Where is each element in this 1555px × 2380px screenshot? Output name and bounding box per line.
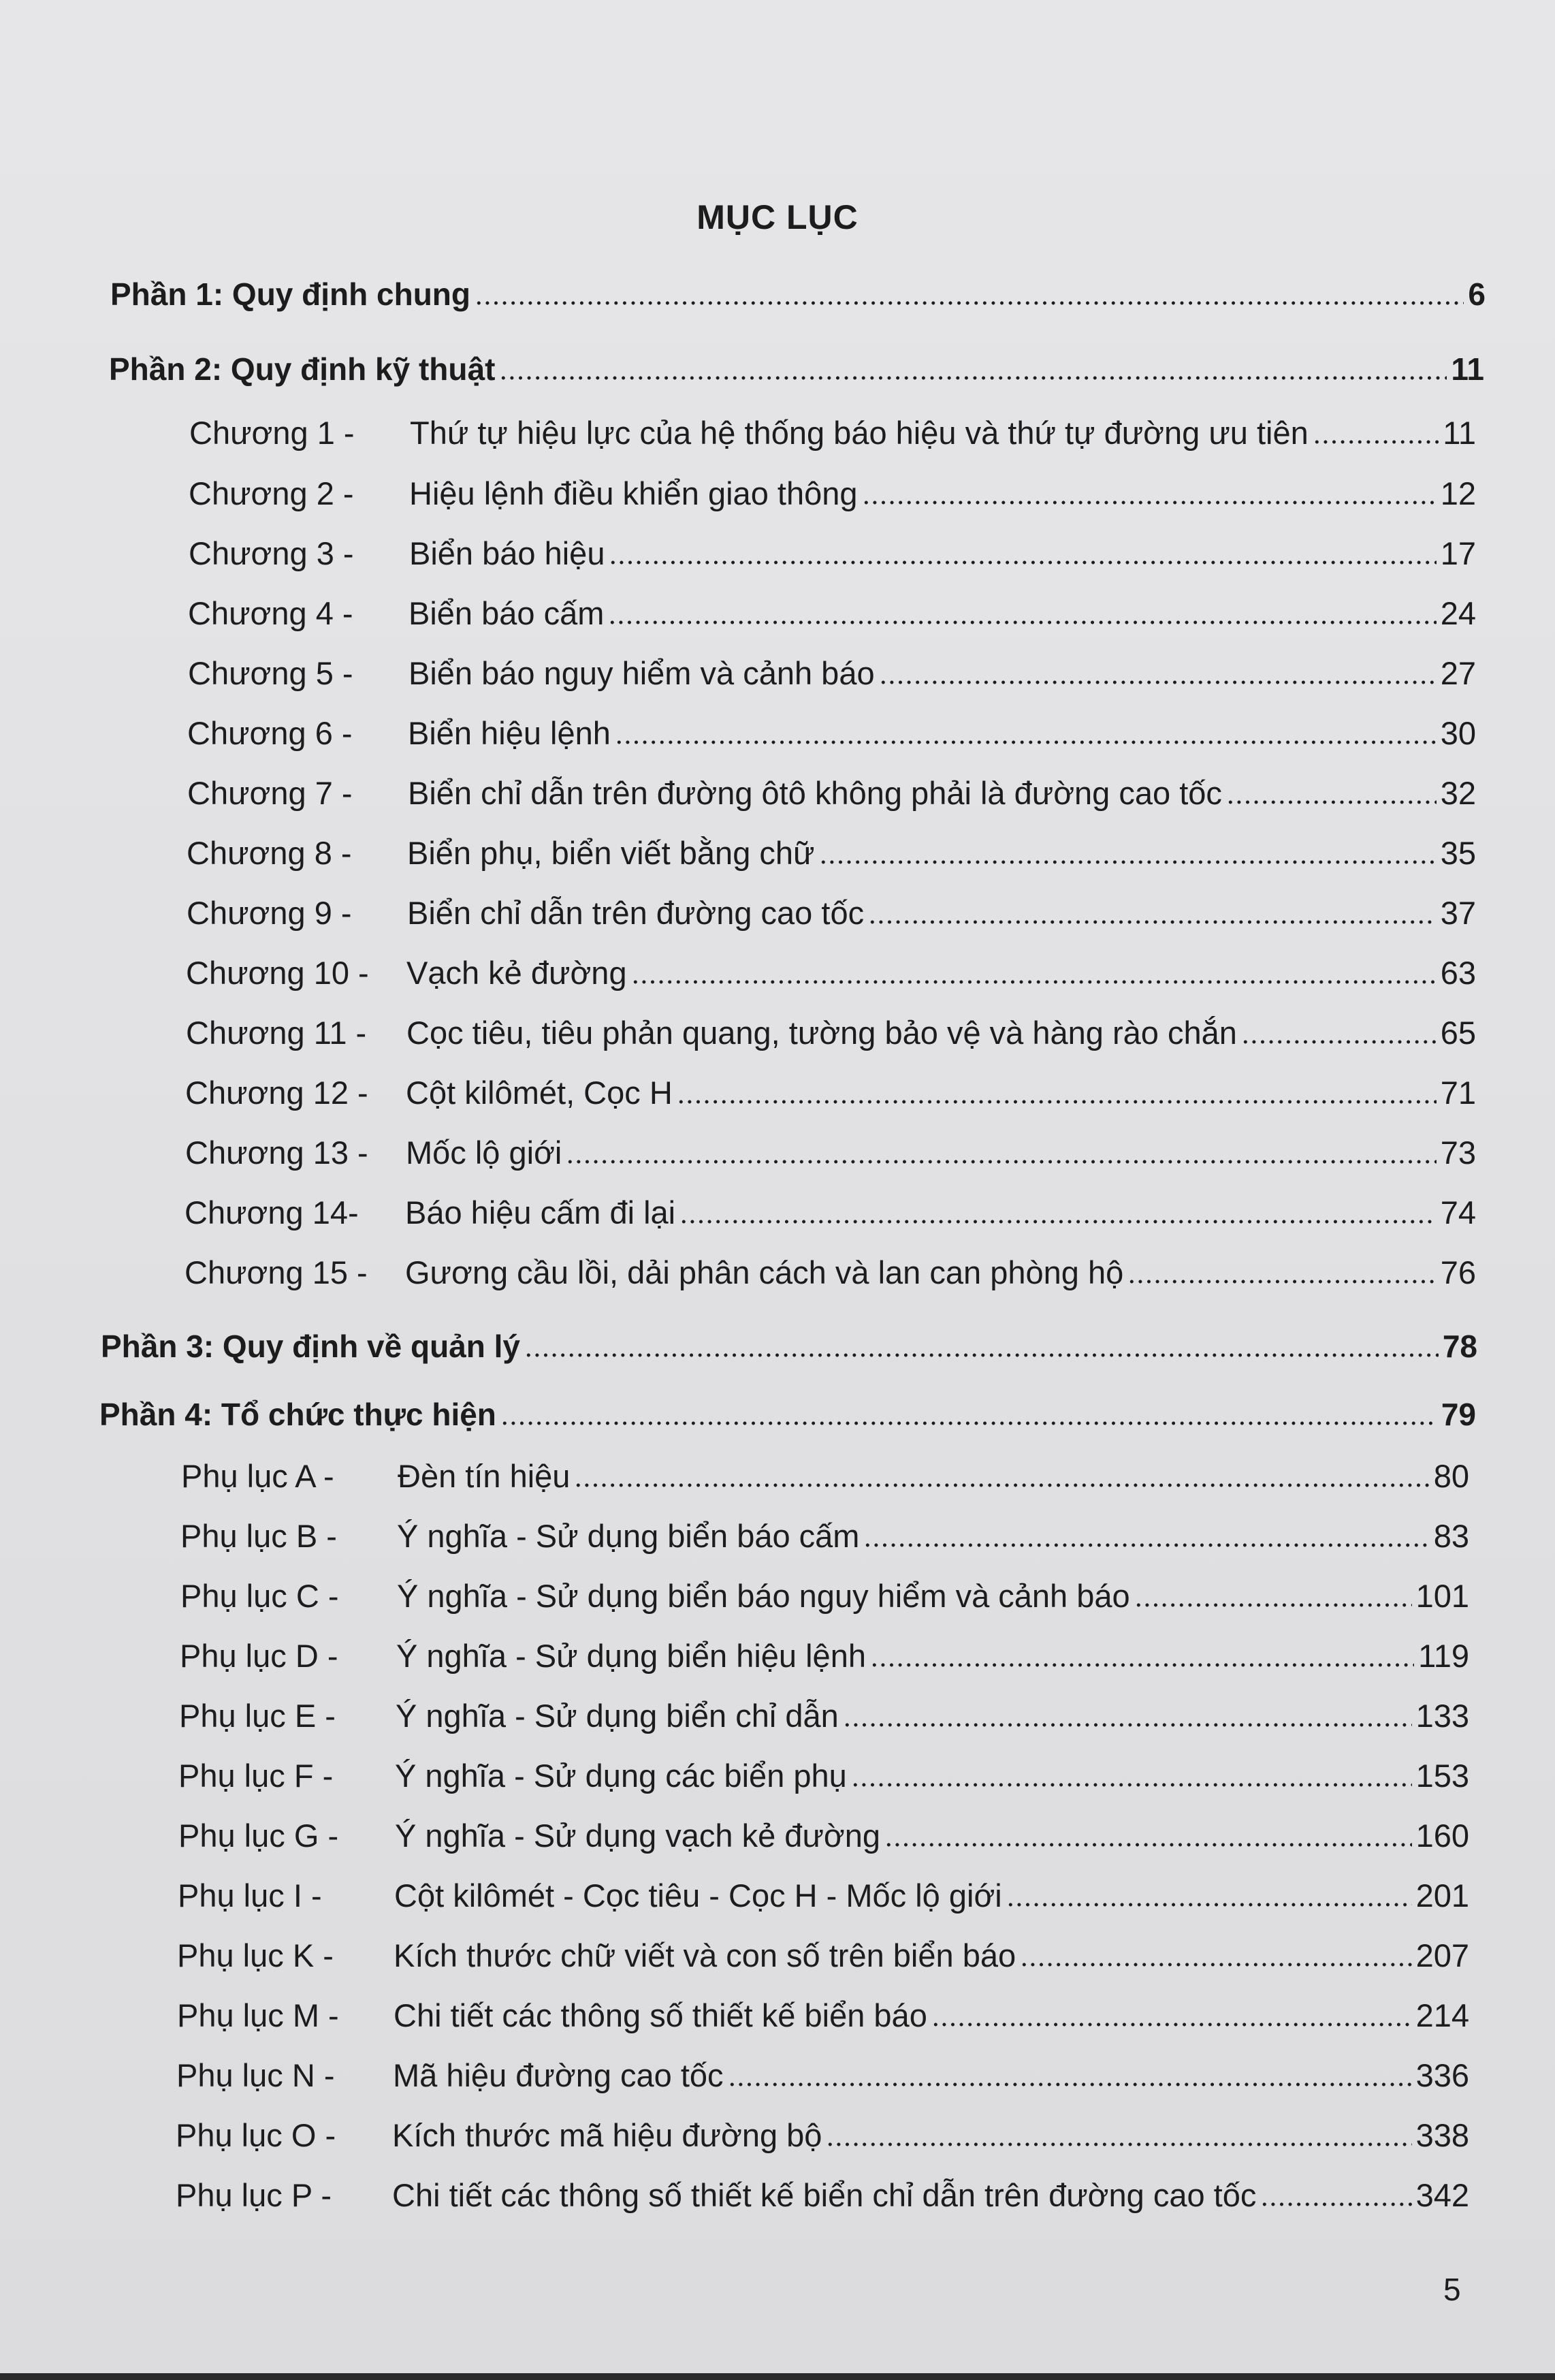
toc-appendix [178, 1757, 1469, 1794]
toc-chapter [188, 654, 1476, 692]
chapter-title: Cọc tiêu, tiêu phản quang, tường bảo vệ và hàng rào chắn [406, 1015, 1237, 1051]
dot-leader [851, 1783, 1412, 1787]
dot-leader [868, 920, 1437, 924]
toc-chapter [187, 834, 1476, 872]
appendix-title: Cột kilômét - Cọc tiêu - Cọc H - Mốc lộ giới [394, 1877, 1002, 1914]
appendix-title: Chi tiết các thông số thiết kế biển báo [394, 1997, 927, 2033]
chapter-label: Chương 11 - [186, 1015, 367, 1051]
dot-leader [884, 1843, 1412, 1847]
appendix-label: Phụ lục B - [180, 1518, 337, 1554]
appendix-page-number: 214 [1415, 1997, 1469, 2033]
chapter-page-number: 65 [1440, 1015, 1476, 1051]
chapter-title: Biển hiệu lệnh [408, 715, 611, 751]
appendix-page-number: 201 [1415, 1877, 1469, 1914]
appendix-page-number: 83 [1433, 1518, 1469, 1554]
chapter-label: Chương 14- [185, 1194, 359, 1231]
chapter-page-number: 27 [1440, 655, 1476, 691]
dot-leader [1313, 440, 1439, 444]
chapter-page-number: 74 [1440, 1194, 1476, 1231]
appendix-page-number: 119 [1418, 1638, 1469, 1674]
dot-leader [609, 560, 1436, 565]
part-page-number: 6 [1468, 276, 1486, 312]
dot-leader [608, 620, 1436, 624]
page-title: MỤC LỤC [696, 198, 859, 236]
chapter-page-number: 30 [1440, 715, 1476, 751]
dot-leader [679, 1220, 1437, 1224]
dot-leader [862, 501, 1437, 505]
dot-leader [863, 1543, 1429, 1547]
chapter-page-number: 37 [1440, 895, 1476, 931]
page-bottom-edge [0, 2373, 1555, 2380]
chapter-label: Chương 1 - [189, 415, 355, 451]
appendix-label: Phụ lục G - [178, 1818, 339, 1854]
toc-part [110, 276, 1486, 313]
part-page-number: 11 [1451, 351, 1484, 387]
toc-appendix [176, 2176, 1469, 2214]
appendix-title: Ý nghĩa - Sử dụng biển hiệu lệnh [396, 1638, 866, 1674]
toc-part [109, 351, 1484, 387]
chapter-page-number: 11 [1443, 415, 1476, 451]
chapter-title: Gương cầu lồi, dải phân cách và lan can phòng hộ [405, 1254, 1124, 1290]
chapter-title: Biển báo cấm [408, 595, 605, 631]
toc-appendix [178, 1817, 1469, 1854]
dot-leader [728, 2082, 1412, 2087]
appendix-title: Ý nghĩa - Sử dụng biển báo cấm [397, 1518, 860, 1554]
toc-chapter [189, 475, 1476, 512]
chapter-title: Biển phụ, biển viết bằng chữ [407, 835, 815, 871]
chapter-label: Chương 12 - [185, 1075, 368, 1111]
appendix-label: Phụ lục E - [179, 1698, 336, 1734]
dot-leader [500, 1421, 1437, 1425]
appendix-title: Ý nghĩa - Sử dụng biển chỉ dẫn [396, 1698, 839, 1734]
chapter-title: Mốc lộ giới [406, 1135, 562, 1171]
dot-leader [843, 1723, 1412, 1727]
appendix-title: Đèn tín hiệu [398, 1458, 571, 1494]
appendix-title: Kích thước mã hiệu đường bộ [392, 2117, 822, 2153]
chapter-label: Chương 9 - [187, 895, 352, 931]
chapter-label: Chương 5 - [188, 655, 353, 691]
appendix-page-number: 153 [1415, 1758, 1469, 1794]
appendix-label: Phụ lục O - [176, 2117, 336, 2153]
chapter-label: Chương 7 - [187, 775, 353, 811]
dot-leader [1127, 1280, 1436, 1284]
toc-chapter [186, 954, 1476, 991]
appendix-label: Phụ lục F - [178, 1758, 334, 1794]
dot-leader [1226, 800, 1437, 804]
chapter-page-number: 63 [1440, 955, 1476, 991]
chapter-title: Hiệu lệnh điều khiển giao thông [409, 475, 858, 511]
dot-leader [870, 1663, 1414, 1667]
toc-chapter [187, 714, 1476, 752]
chapter-label: Chương 8 - [187, 835, 352, 871]
toc-appendix [178, 1877, 1469, 1914]
appendix-title: Ý nghĩa - Sử dụng các biển phụ [395, 1758, 847, 1794]
appendix-page-number: 160 [1415, 1818, 1469, 1854]
appendix-label: Phụ lục M - [177, 1997, 339, 2033]
dot-leader [1241, 1040, 1437, 1044]
dot-leader [499, 376, 1447, 380]
appendix-label: Phụ lục N - [176, 2057, 335, 2093]
dot-leader [879, 680, 1437, 684]
part-page-number: 79 [1441, 1397, 1476, 1432]
toc-chapter [185, 1194, 1476, 1231]
chapter-label: Chương 13 - [185, 1135, 368, 1171]
chapter-label: Chương 2 - [189, 475, 354, 511]
appendix-page-number: 101 [1415, 1578, 1469, 1614]
chapter-page-number: 12 [1440, 475, 1476, 511]
appendix-page-number: 133 [1415, 1698, 1469, 1734]
dot-leader [1006, 1903, 1412, 1907]
toc-chapter [189, 535, 1476, 572]
toc-chapter [185, 1134, 1476, 1171]
toc-chapter [188, 594, 1476, 632]
dot-leader [524, 1353, 1439, 1357]
toc-appendix [176, 2057, 1469, 2094]
toc-chapter [186, 1014, 1476, 1051]
chapter-page-number: 32 [1440, 775, 1476, 811]
chapter-page-number: 24 [1440, 595, 1476, 631]
toc-chapter [187, 774, 1476, 812]
toc-appendix [180, 1637, 1469, 1675]
dot-leader [931, 2022, 1412, 2027]
toc-part [99, 1396, 1476, 1433]
toc-chapter [185, 1074, 1476, 1111]
dot-leader [1260, 2202, 1411, 2206]
appendix-title: Kích thước chữ viết và con số trên biển báo [394, 1937, 1016, 1973]
toc-appendix [181, 1457, 1469, 1495]
toc-appendix [180, 1577, 1469, 1615]
dot-leader [819, 860, 1437, 864]
appendix-label: Phụ lục C - [180, 1578, 339, 1614]
part-label: Phần 4: Tổ chức thực hiện [99, 1397, 496, 1432]
part-page-number: 78 [1442, 1329, 1477, 1364]
dot-leader [574, 1483, 1429, 1487]
chapter-title: Vạch kẻ đường [406, 955, 627, 991]
appendix-page-number: 207 [1415, 1937, 1469, 1973]
appendix-title: Ý nghĩa - Sử dụng biển báo nguy hiểm và cảnh báo [397, 1578, 1130, 1614]
toc-part [101, 1328, 1477, 1365]
dot-leader [677, 1100, 1437, 1104]
chapter-label: Chương 10 - [186, 955, 369, 991]
toc-appendix [176, 2116, 1469, 2154]
dot-leader [475, 301, 1464, 305]
chapter-page-number: 73 [1440, 1135, 1476, 1171]
toc-appendix [177, 1937, 1469, 1974]
chapter-title: Báo hiệu cấm đi lại [405, 1194, 676, 1231]
chapter-label: Chương 15 - [185, 1254, 368, 1290]
appendix-title: Chi tiết các thông số thiết kế biển chỉ dẫn trên đường cao tốc [392, 2177, 1257, 2213]
part-label: Phần 2: Quy định kỹ thuật [109, 351, 496, 387]
appendix-label: Phụ lục P - [176, 2177, 332, 2213]
part-label: Phần 3: Quy định về quản lý [101, 1329, 520, 1364]
appendix-page-number: 80 [1433, 1458, 1469, 1494]
toc-chapter [187, 894, 1476, 932]
chapter-page-number: 35 [1440, 835, 1476, 871]
chapter-label: Chương 3 - [189, 535, 354, 571]
chapter-page-number: 71 [1440, 1075, 1476, 1111]
appendix-label: Phụ lục D - [180, 1638, 338, 1674]
dot-leader [566, 1160, 1436, 1164]
chapter-title: Biển báo nguy hiểm và cảnh báo [408, 655, 875, 691]
chapter-title: Thứ tự hiệu lực của hệ thống báo hiệu và thứ tự đường ưu tiên [410, 415, 1309, 451]
dot-leader [1134, 1603, 1412, 1607]
toc-chapter [189, 414, 1476, 451]
chapter-label: Chương 6 - [187, 715, 353, 751]
appendix-label: Phụ lục I - [178, 1877, 322, 1914]
chapter-title: Biển chỉ dẫn trên đường ôtô không phải là đường cao tốc [408, 775, 1222, 811]
part-label: Phần 1: Quy định chung [110, 276, 470, 312]
toc-appendix [177, 1997, 1469, 2034]
dot-leader [615, 740, 1437, 744]
toc-chapter [185, 1254, 1476, 1291]
toc-appendix [179, 1697, 1469, 1734]
appendix-title: Ý nghĩa - Sử dụng vạch kẻ đường [395, 1818, 881, 1854]
dot-leader [1020, 1963, 1411, 1967]
toc-appendix [180, 1517, 1469, 1555]
dot-leader [826, 2142, 1411, 2146]
dot-leader [631, 980, 1437, 984]
page-number: 5 [1443, 2272, 1461, 2307]
appendix-label: Phụ lục A - [181, 1458, 334, 1494]
appendix-page-number: 342 [1415, 2177, 1469, 2213]
appendix-title: Mã hiệu đường cao tốc [393, 2057, 724, 2093]
chapter-page-number: 76 [1440, 1254, 1476, 1290]
appendix-page-number: 336 [1415, 2057, 1469, 2093]
appendix-label: Phụ lục K - [177, 1937, 334, 1973]
chapter-title: Cột kilômét, Cọc H [406, 1075, 673, 1111]
chapter-title: Biển chỉ dẫn trên đường cao tốc [407, 895, 865, 931]
chapter-label: Chương 4 - [188, 595, 353, 631]
chapter-page-number: 17 [1440, 535, 1476, 571]
appendix-page-number: 338 [1415, 2117, 1469, 2153]
chapter-title: Biển báo hiệu [409, 535, 605, 571]
